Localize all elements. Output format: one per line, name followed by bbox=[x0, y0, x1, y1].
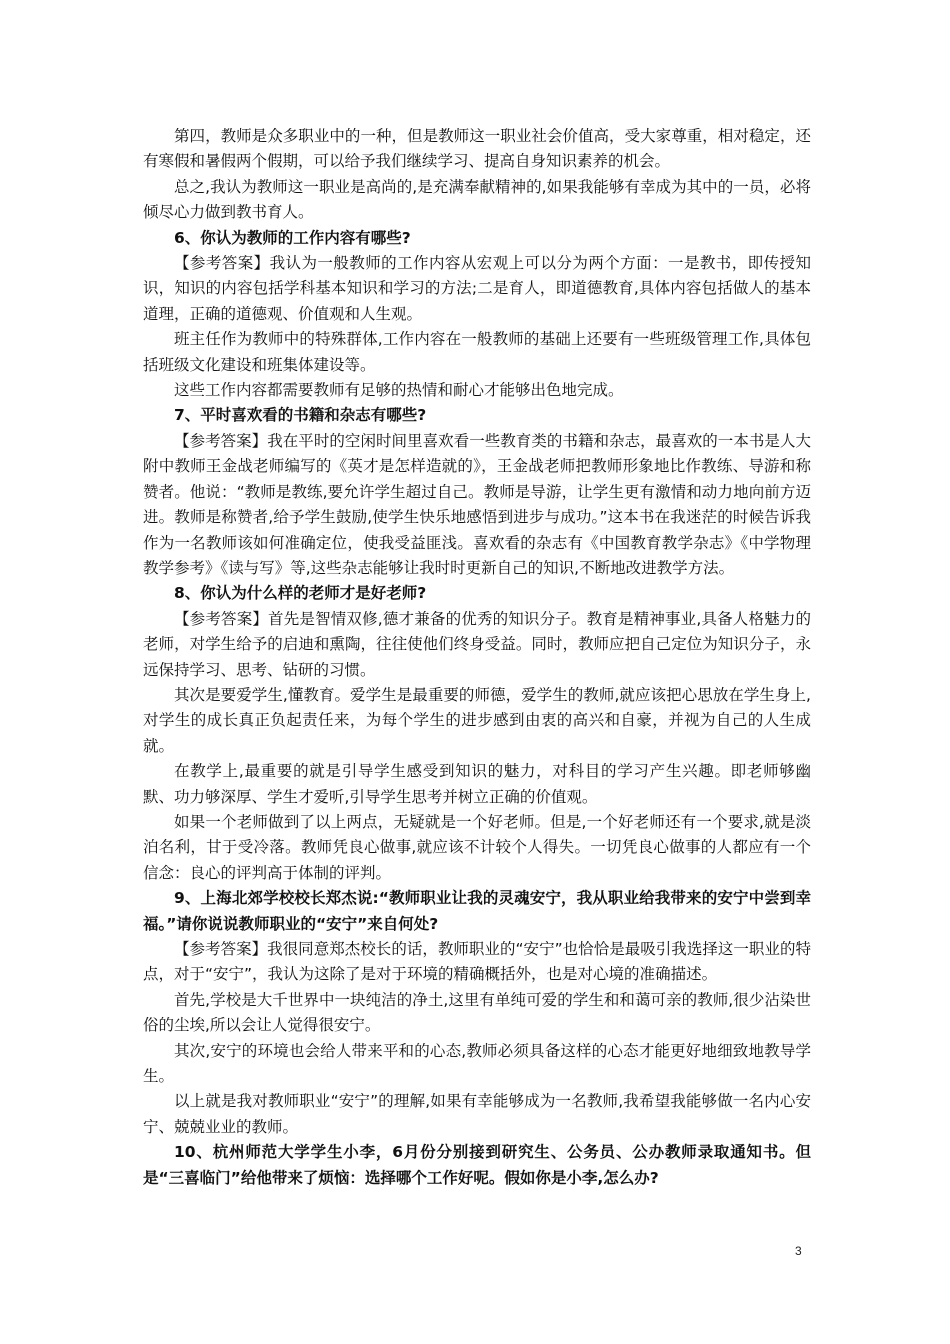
body-paragraph: 总之,我认为教师这一职业是高尚的,是充满奉献精神的,如果我能够有幸成为其中的一员，必将倾尽心力做到教书育人。 bbox=[143, 177, 811, 222]
question-heading: 6、你认为教师的工作内容有哪些? bbox=[174, 228, 411, 247]
body-paragraph: 班主任作为教师中的特殊群体,工作内容在一般教师的基础上还要有一些班级管理工作,具体包括班级文化建设和班集体建设等。 bbox=[143, 330, 811, 374]
question-heading: 8、你认为什么样的老师才是好老师? bbox=[174, 584, 427, 603]
body-paragraph: 【参考答案】我很同意郑杰校长的话，教师职业的“安宁”也恰恰是最吸引我选择这一职业的特点，对于“安宁”，我认为这除了是对于环境的精确概括外，也是对心境的准确描述。 bbox=[143, 940, 811, 984]
document-body bbox=[143, 124, 811, 1191]
body-paragraph: 【参考答案】首先是智情双修,德才兼备的优秀的知识分子。教育是精神事业,具备人格魅力的老师，对学生给予的启迪和熏陶，往往使他们终身受益。同时，教师应把自己定位为知识分子，永远保持学习、思考、钻研的习惯。 bbox=[143, 609, 811, 679]
body-paragraph: 以上就是我对教师职业“安宁”的理解,如果有幸能够成为一名教师,我希望我能够做一名内心安宁、兢兢业业的教师。 bbox=[143, 1092, 811, 1136]
question-heading: 9、上海北郊学校校长郑杰说:“教师职业让我的灵魂安宁，我从职业给我带来的安宁中尝到幸福。”请你说说教师职业的“安宁”来自何处? bbox=[143, 889, 811, 933]
body-paragraph: 【参考答案】我认为一般教师的工作内容从宏观上可以分为两个方面：一是教书，即传授知识，知识的内容包括学科基本知识和学习的方法;二是育人，即道德教育,具体内容包括做人的基本道理，正确的道德观、价值观和人生观。 bbox=[143, 254, 811, 323]
page-number: 3 bbox=[795, 1244, 802, 1258]
body-paragraph: 【参考答案】我在平时的空闲时间里喜欢看一些教育类的书籍和杂志，最喜欢的一本书是人大附中教师王金战老师编写的《英才是怎样造就的》，王金战老师把教师形象地比作教练、导游和称赞者。他说：“教师是教练,要允许学生超过自己。教师是导游，让学生更有激情和动力地向前方迈进。教师是称赞者,给予学生鼓励,使学生快乐地感悟到进步与成功。”这本书在我迷茫的时候告诉我作为一名教师该如何准确定位，使我受益匪浅。喜欢看的杂志有《中国教育教学杂志》《中学物理教学参考》《读与写》等,这些杂志能够让我时时更新自己的知识,不断地改进教学方法。 bbox=[143, 431, 811, 577]
body-paragraph: 在教学上,最重要的就是引导学生感受到知识的魅力，对科目的学习产生兴趣。即老师够幽默、功力够深厚、学生才爱听,引导学生思考并树立正确的价值观。 bbox=[143, 762, 811, 806]
question-heading: 7、平时喜欢看的书籍和杂志有哪些? bbox=[174, 406, 427, 425]
body-paragraph: 其次是要爱学生,懂教育。爱学生是最重要的师德，爱学生的教师,就应该把心思放在学生身上,对学生的成长真正负起责任来，为每个学生的进步感到由衷的高兴和自豪，并视为自己的人生成就。 bbox=[143, 685, 811, 755]
body-paragraph: 这些工作内容都需要教师有足够的热情和耐心才能够出色地完成。 bbox=[174, 381, 624, 400]
body-paragraph: 其次,安宁的环境也会给人带来平和的心态,教师必须具备这样的心态才能更好地细致地教导学生。 bbox=[143, 1041, 811, 1086]
body-paragraph: 首先,学校是大千世界中一块纯洁的净土,这里有单纯可爱的学生和和蔼可亲的教师,很少沾染世俗的尘埃,所以会让人觉得很安宁。 bbox=[143, 990, 811, 1035]
question-heading: 10、杭州师范大学学生小李，6月份分别接到研究生、公务员、公办教师录取通知书。但是“三喜临门”给他带来了烦恼：选择哪个工作好呢。假如你是小李,怎么办? bbox=[143, 1143, 811, 1187]
body-paragraph: 如果一个老师做到了以上两点，无疑就是一个好老师。但是,一个好老师还有一个要求,就是淡泊名利，甘于受冷落。教师凭良心做事,就应该不计较个人得失。一切凭良心做事的人都应有一个信念：良心的评判高于体制的评判。 bbox=[143, 812, 811, 882]
body-paragraph: 第四，教师是众多职业中的一种，但是教师这一职业社会价值高，受大家尊重，相对稳定，还有寒假和暑假两个假期，可以给予我们继续学习、提高自身知识素养的机会。 bbox=[143, 127, 811, 171]
